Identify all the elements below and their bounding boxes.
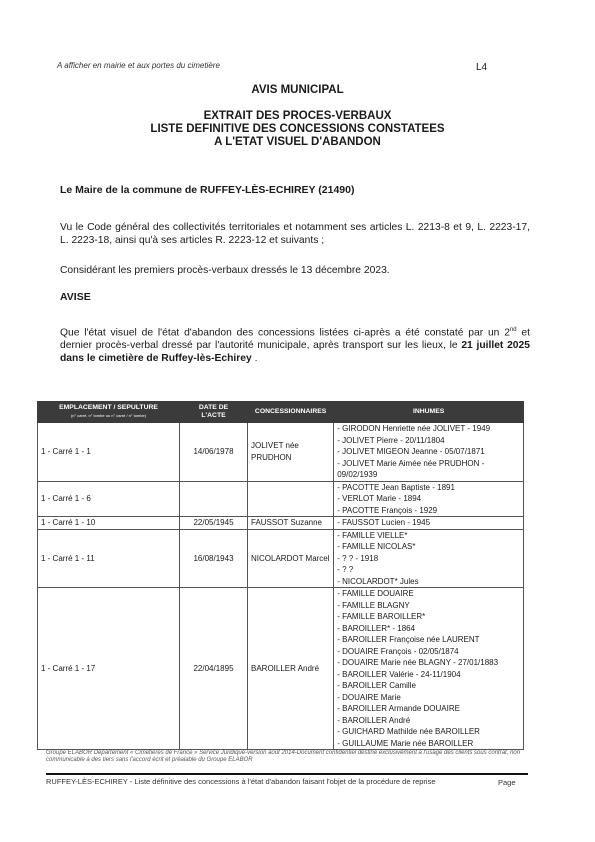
- finding-text-start: Que l'état visuel de l'état d'abandon des concessions listées ci-après a été constaté par un 2: [60, 327, 510, 339]
- header-emplacement-label: EMPLACEMENT / SEPULTURE: [59, 404, 158, 411]
- inhume-entry: - BAROILLER Camille: [337, 681, 416, 690]
- cell-date: 22/04/1895: [180, 588, 248, 750]
- inhume-entry: - FAMILLE BLAGNY: [337, 600, 410, 610]
- inhume-entry: - GUILLAUME Marie née BAROILLER: [337, 738, 474, 748]
- footer-page-label: Page: [498, 778, 516, 787]
- finding-superscript: nd: [509, 327, 517, 333]
- inhume-entry: - FAMILLE VIELLE*: [337, 530, 408, 540]
- header-concessionnaires: CONCESSIONNAIRES: [248, 402, 334, 423]
- notice-heading: AVIS MUNICIPAL: [251, 84, 344, 96]
- cell-concessionnaire: JOLIVET née PRUDHON: [248, 423, 334, 482]
- cell-date: 16/08/1943: [180, 529, 248, 588]
- inhume-entry: - FAUSSOT Lucien - 1945: [337, 518, 431, 527]
- cell-inhumes: [334, 588, 524, 750]
- title-line-1: EXTRAIT DES PROCES-VERBAUX: [203, 110, 392, 122]
- finding-text-end: .: [251, 353, 258, 365]
- concessions-table: [37, 401, 524, 750]
- document-title: [0, 110, 595, 149]
- cell-concessionnaire: [248, 481, 334, 517]
- cell-concessionnaire: BAROILLER André: [248, 588, 334, 750]
- inhume-entry: - GIRODON Henriette née JOLIVET - 1949: [337, 424, 491, 433]
- cell-emplacement: 1 - Carré 1 - 10: [38, 517, 180, 530]
- inhume-entry: - DOUAIRE Marie née BLAGNY - 27/01/1883: [337, 658, 499, 667]
- footer-organization-note: Groupe ELABOR Département « Cimetières de France » Service Juridique-version août 2014-Document confidentiel destiné exclusivement à l'usage des clients sous contrat, non communicable à des tiers sans l'accord écrit et préalable du Groupe ELABOR: [46, 750, 521, 763]
- table-row: [38, 588, 524, 750]
- header-date-line-1: DATE DE: [198, 404, 229, 411]
- cell-emplacement: 1 - Carré 1 - 17: [38, 588, 180, 750]
- inhume-entry: - DOUAIRE François - 02/05/1874: [337, 646, 459, 656]
- header-date: [180, 402, 248, 423]
- header-emplacement-sublabel: (n° carré, n° tombe ou n° carré / n° tombe): [70, 413, 147, 418]
- inhume-entry: - BAROILLER Françoise née LAURENT: [337, 635, 480, 644]
- inhume-entry: - NICOLARDOT* Jules: [337, 576, 419, 586]
- table-row: [38, 529, 524, 588]
- inhume-entry: - JOLIVET Marie Aimée née PRUDHON - 09/02/1939: [337, 458, 485, 479]
- header-emplacement: [38, 402, 180, 423]
- cell-inhumes: [334, 517, 524, 530]
- inhume-entry: - BAROILLER Valérie - 24-11/1904: [337, 669, 461, 679]
- finding-date-place: 21 juillet 2025 dans le cimetière de Ruffey-lès-Echirey: [60, 340, 530, 365]
- inhume-entry: - JOLIVET MIGEON Jeanne - 05/07/1871: [337, 447, 485, 456]
- legal-reference-paragraph: Vu le Code général des collectivités territoriales et notamment ses articles L. 2213-8 et 9, L. 2223-17, L. 2223-18, ainsi qu'à ses articles R. 2223-12 et suivants ;: [60, 222, 530, 246]
- inhume-entry: - FAMILLE DOUAIRE: [337, 589, 414, 598]
- inhume-entry: - FAMILLE BAROILLER*: [337, 612, 426, 621]
- page-reference: L4: [476, 62, 488, 73]
- cell-emplacement: 1 - Carré 1 - 11: [38, 529, 180, 588]
- title-line-2: LISTE DEFINITIVE DES CONCESSIONS CONSTATEES: [150, 123, 445, 135]
- cell-inhumes: [334, 423, 524, 482]
- table-row: [38, 423, 524, 482]
- posting-note: A afficher en mairie et aux portes du cimetière: [57, 61, 220, 70]
- inhume-entry: - PACOTTE François - 1929: [337, 505, 438, 515]
- cell-emplacement: 1 - Carré 1 - 1: [38, 423, 180, 482]
- table-header-row: [38, 402, 524, 423]
- table-row: [38, 481, 524, 517]
- inhume-entry: - VERLOT Marie - 1894: [337, 494, 422, 503]
- table-row: [38, 517, 524, 530]
- avise-heading: AVISE: [60, 291, 91, 303]
- cell-inhumes: [334, 529, 524, 588]
- finding-paragraph: [60, 324, 530, 365]
- finding-text-middle: et dernier procès-verbal dressé par l'autorité municipale, après transport sur les lieux, le: [60, 327, 531, 352]
- inhume-entry: - ? ?: [337, 565, 354, 574]
- inhume-entry: - PACOTTE Jean Baptiste - 1891: [337, 482, 455, 492]
- inhume-entry: - BAROILLER* - 1864: [337, 623, 416, 633]
- cell-emplacement: 1 - Carré 1 - 6: [38, 481, 180, 517]
- inhume-entry: - ? ? - 1918: [337, 553, 379, 563]
- cell-date: 22/05/1945: [180, 517, 248, 530]
- inhume-entry: - GUICHARD Mathilde née BAROILLER: [337, 727, 480, 736]
- cell-concessionnaire: NICOLARDOT Marcel: [248, 529, 334, 588]
- footer-divider: [46, 773, 528, 775]
- inhume-entry: - FAMILLE NICOLAS*: [337, 542, 416, 551]
- title-line-3: A L'ETAT VISUEL D'ABANDON: [214, 136, 381, 148]
- inhume-entry: - JOLIVET Pierre - 20/11/1804: [337, 435, 445, 445]
- inhume-entry: - BAROILLER Armande DOUAIRE: [337, 704, 460, 713]
- cell-inhumes: [334, 481, 524, 517]
- footer-document-line: RUFFEY-LÈS-ECHIREY - Liste définitive des concessions à l'état d'abandon faisant l'objet de la procédure de reprise: [46, 777, 436, 786]
- header-inhumes: INHUMES: [334, 402, 524, 423]
- mayor-line: Le Maire de la commune de RUFFEY-LÈS-ECHIREY (21490): [60, 184, 355, 196]
- cell-concessionnaire: FAUSSOT Suzanne: [248, 517, 334, 530]
- inhume-entry: - DOUAIRE Marie: [337, 692, 401, 702]
- cell-date: [180, 481, 248, 517]
- cell-date: 14/06/1978: [180, 423, 248, 482]
- inhume-entry: - BAROILLER André: [337, 715, 411, 725]
- considering-paragraph: Considérant les premiers procès-verbaux dressés le 13 décembre 2023.: [60, 265, 390, 276]
- header-date-line-2: L'ACTE: [201, 412, 226, 419]
